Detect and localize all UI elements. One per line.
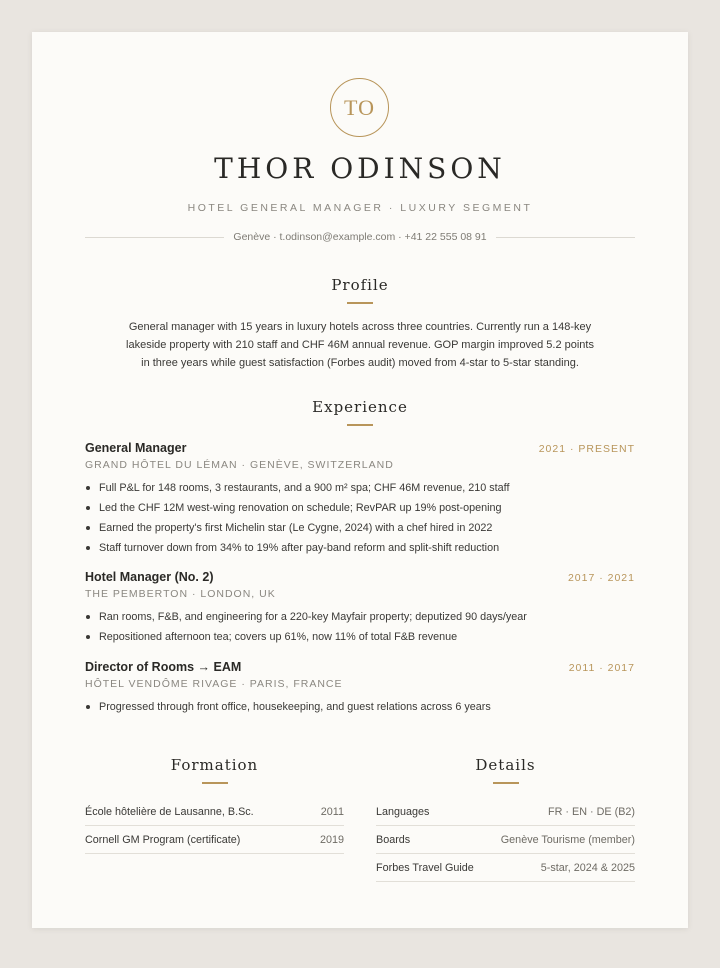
heading-accent-bar xyxy=(347,302,373,304)
details-row xyxy=(376,854,635,882)
heading-accent-bar xyxy=(493,782,519,784)
job-bullet: Staff turnover down from 34% to 19% after pay-band reform and split-shift reduction xyxy=(85,538,635,558)
formation-label: Cornell GM Program (certificate) xyxy=(85,833,241,846)
job-bullet: Ran rooms, F&B, and engineering for a 220-key Mayfair property; deputized 90 days/year xyxy=(85,607,635,627)
details-heading xyxy=(376,756,635,784)
candidate-name: THOR ODINSON xyxy=(214,152,506,185)
job-bullet: Progressed through front office, housekeeping, and guest relations across 6 years xyxy=(85,697,635,717)
details-value: Genève Tourisme (member) xyxy=(500,833,635,846)
formation-row xyxy=(85,826,344,854)
job-organization: HÔTEL VENDÔME RIVAGE · PARIS, FRANCE xyxy=(85,678,343,690)
job-entry xyxy=(85,570,635,647)
heading-accent-bar xyxy=(347,424,373,426)
job-organization: THE PEMBERTON · LONDON, UK xyxy=(85,588,276,600)
details-list xyxy=(376,798,635,882)
formation-row xyxy=(85,798,344,826)
contact-row xyxy=(85,231,635,243)
details-label: Forbes Travel Guide xyxy=(376,861,474,874)
job-entry xyxy=(85,441,635,558)
details-label: Languages xyxy=(376,805,430,818)
details-title: Details xyxy=(475,756,536,774)
details-value: 5-star, 2024 & 2025 xyxy=(540,861,635,874)
job-dates: 2021 · PRESENT xyxy=(538,443,635,455)
contact-info: Genève · t.odinson@example.com · +41 22 555 08 91 xyxy=(233,231,487,243)
job-bullet: Full P&L for 148 rooms, 3 restaurants, and a 900 m² spa; CHF 46M revenue, 210 staff xyxy=(85,478,635,498)
job-entry xyxy=(85,660,635,717)
profile-text: General manager with 15 years in luxury hotels across three countries. Currently run a 148-key lakeside property with 210 staff and CHF 46M annual revenue. GOP margin improved 5.2 points in three years while guest satisfaction (Forbes audit) moved from 4-star to 5-star standing. xyxy=(126,321,594,369)
heading-accent-bar xyxy=(202,782,228,784)
job-dates: 2011 · 2017 xyxy=(568,662,635,674)
job-organization: GRAND HÔTEL DU LÉMAN · GENÈVE, SWITZERLAND xyxy=(85,459,394,471)
resume-page xyxy=(32,32,688,928)
job-dates: 2017 · 2021 xyxy=(567,572,635,584)
job-bullet: Earned the property's first Michelin star (Le Cygne, 2024) with a chef hired in 2022 xyxy=(85,518,635,538)
profile-heading xyxy=(32,276,688,304)
job-bullet: Led the CHF 12M west-wing renovation on schedule; RevPAR up 19% post-opening xyxy=(85,498,635,518)
divider-left xyxy=(85,237,224,238)
formation-year: 2011 xyxy=(320,805,344,818)
experience-title: Experience xyxy=(312,398,408,416)
job-bullets xyxy=(85,478,635,558)
job-title: Director of Rooms → EAM xyxy=(85,660,242,674)
monogram-badge: TO xyxy=(330,78,389,137)
formation-year: 2019 xyxy=(319,833,344,846)
formation-label: École hôtelière de Lausanne, B.Sc. xyxy=(85,805,254,818)
experience-heading xyxy=(32,398,688,426)
job-bullets xyxy=(85,697,635,717)
job-title: Hotel Manager (No. 2) xyxy=(85,570,214,584)
job-bullet: Repositioned afternoon tea; covers up 61%, now 11% of total F&B revenue xyxy=(85,627,635,647)
formation-title: Formation xyxy=(170,756,259,774)
formation-list xyxy=(85,798,344,854)
profile-title: Profile xyxy=(331,276,389,294)
details-row xyxy=(376,826,635,854)
job-title: General Manager xyxy=(85,441,187,455)
formation-heading xyxy=(85,756,344,784)
divider-right xyxy=(496,237,635,238)
details-row xyxy=(376,798,635,826)
candidate-subtitle: HOTEL GENERAL MANAGER · LUXURY SEGMENT xyxy=(187,202,533,214)
details-label: Boards xyxy=(376,833,411,846)
job-bullets xyxy=(85,607,635,647)
details-value: FR · EN · DE (B2) xyxy=(548,805,635,818)
